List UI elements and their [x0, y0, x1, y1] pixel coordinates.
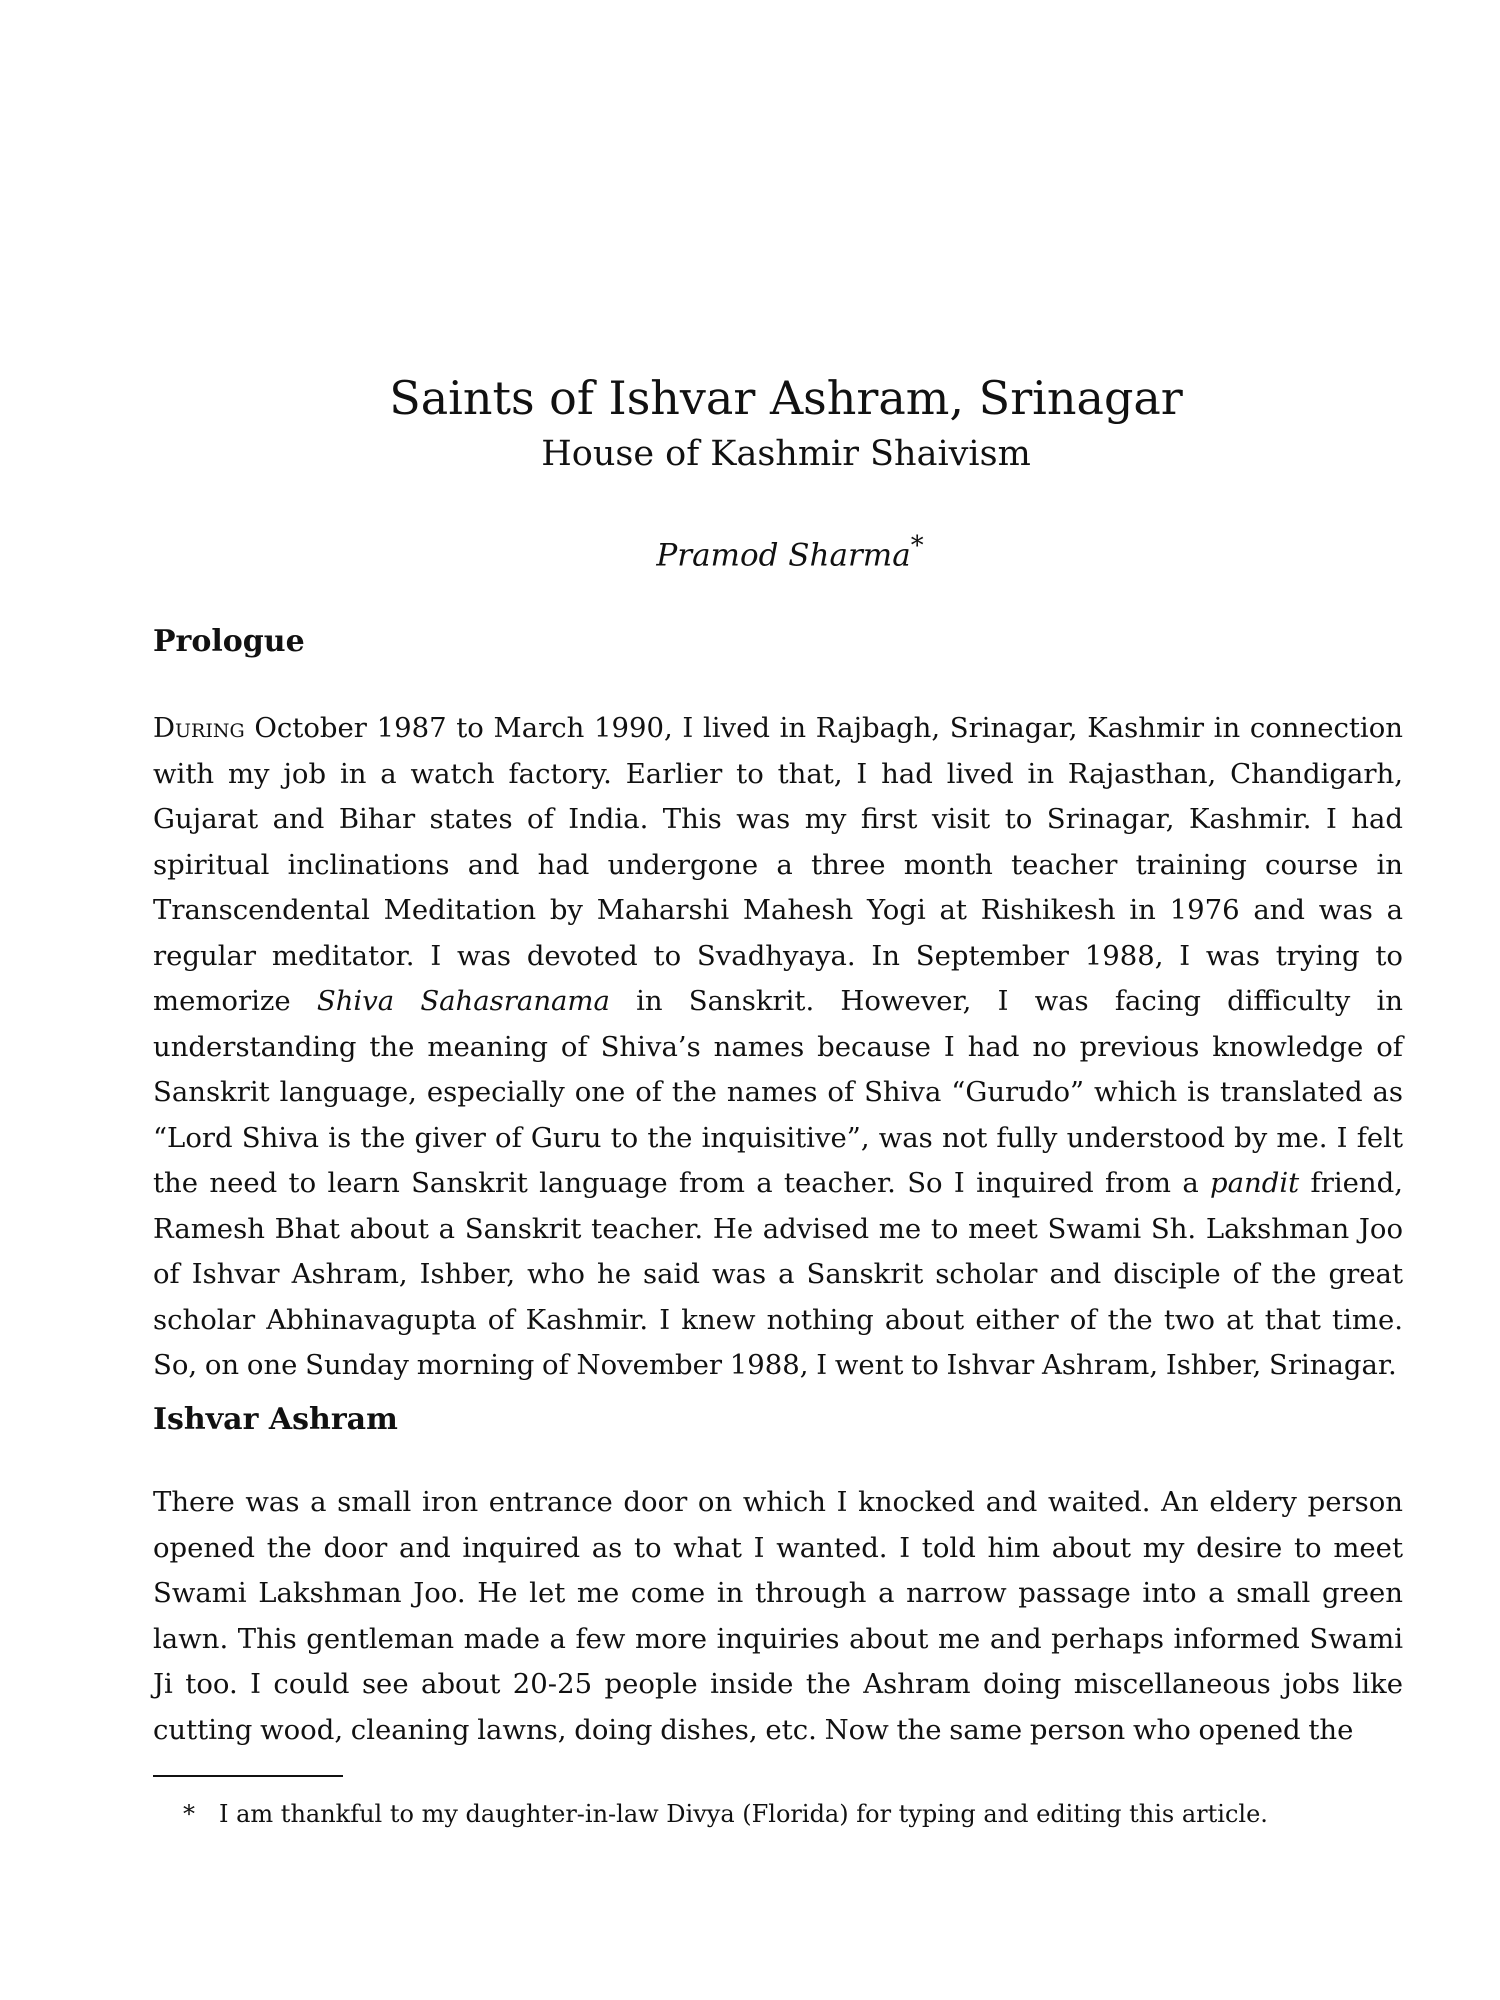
prologue-heading: Prologue [153, 624, 305, 659]
prologue-text-1: October 1987 to March 1990, I lived in Rajbagh, Srinagar, Kashmir in connection with my job in a watch factory. Earlier to that, I had lived in Rajasthan, Chandigarh, Gujarat and Bihar states of India. This was my first visit to Srinagar, Kashmir. I had spiritual inclinations and had undergone a three month teacher training course in Transcendental Meditation by Maharshi Mahesh Yogi at Rishikesh in 1976 and was a regular meditator. I was devoted to Svadhyaya. In September 1988, I was trying to memorize [153, 712, 1403, 1017]
prologue-section [153, 622, 1403, 1389]
prologue-text-2: in Sanskrit. However, I was facing difficulty in understanding the meaning of Shiva’s names because I had no previous knowledge of Sanskrit language, especially one of the names of Shiva “Gurudo” which is translated as “Lord Shiva is the giver of Guru to the inquisitive”, was not fully understood by me. I felt the need to learn Sanskrit language from a teacher. So I inquired from a [153, 985, 1404, 1199]
article-title: Saints of Ishvar Ashram, Srinagar [389, 371, 1183, 425]
article-author [0, 526, 1500, 575]
article-subtitle: House of Kashmir Shaivism [541, 434, 1031, 474]
footnote [183, 1797, 1268, 1831]
author-name: Pramod Sharma [656, 537, 911, 574]
prologue-italic-title: Shiva Sahasranama [316, 985, 610, 1017]
prologue-dropcap: During [153, 712, 245, 744]
author-footnote-mark: * [910, 531, 924, 561]
footnote-divider [153, 1775, 343, 1777]
prologue-text-3: friend, Ramesh Bhat about a Sanskrit teacher. He advised me to meet Swami Sh. Lakshman Joo of Ishvar Ashram, Ishber, who he said was a Sanskrit scholar and disciple of the great scholar Abhinavagupta of Kashmir. I knew nothing about either of the two at that time. So, on one Sunday morning of November 1988, I went to Ishvar Ashram, Ishber, Srinagar. [153, 1167, 1403, 1381]
footnote-text: I am thankful to my daughter-in-law Divya (Florida) for typing and editing this article. [219, 1800, 1268, 1828]
prologue-italic-word: pandit [1210, 1167, 1300, 1199]
footnote-mark: * [183, 1800, 195, 1828]
ishvar-ashram-section [153, 1400, 1403, 1753]
prologue-paragraph [153, 706, 1403, 1389]
ishvar-ashram-paragraph: There was a small iron entrance door on which I knocked and waited. An eldery person opened the door and inquired as to what I wanted. I told him about my desire to meet Swami Lakshman Joo. He let me come in through a narrow passage into a small green lawn. This gentleman made a few more inquiries about me and perhaps informed Swami Ji too. I could see about 20-25 people inside the Ashram doing miscellaneous jobs like cutting wood, cleaning lawns, doing dishes, etc. Now the same person who opened the [153, 1486, 1403, 1746]
ishvar-ashram-heading: Ishvar Ashram [153, 1402, 398, 1437]
